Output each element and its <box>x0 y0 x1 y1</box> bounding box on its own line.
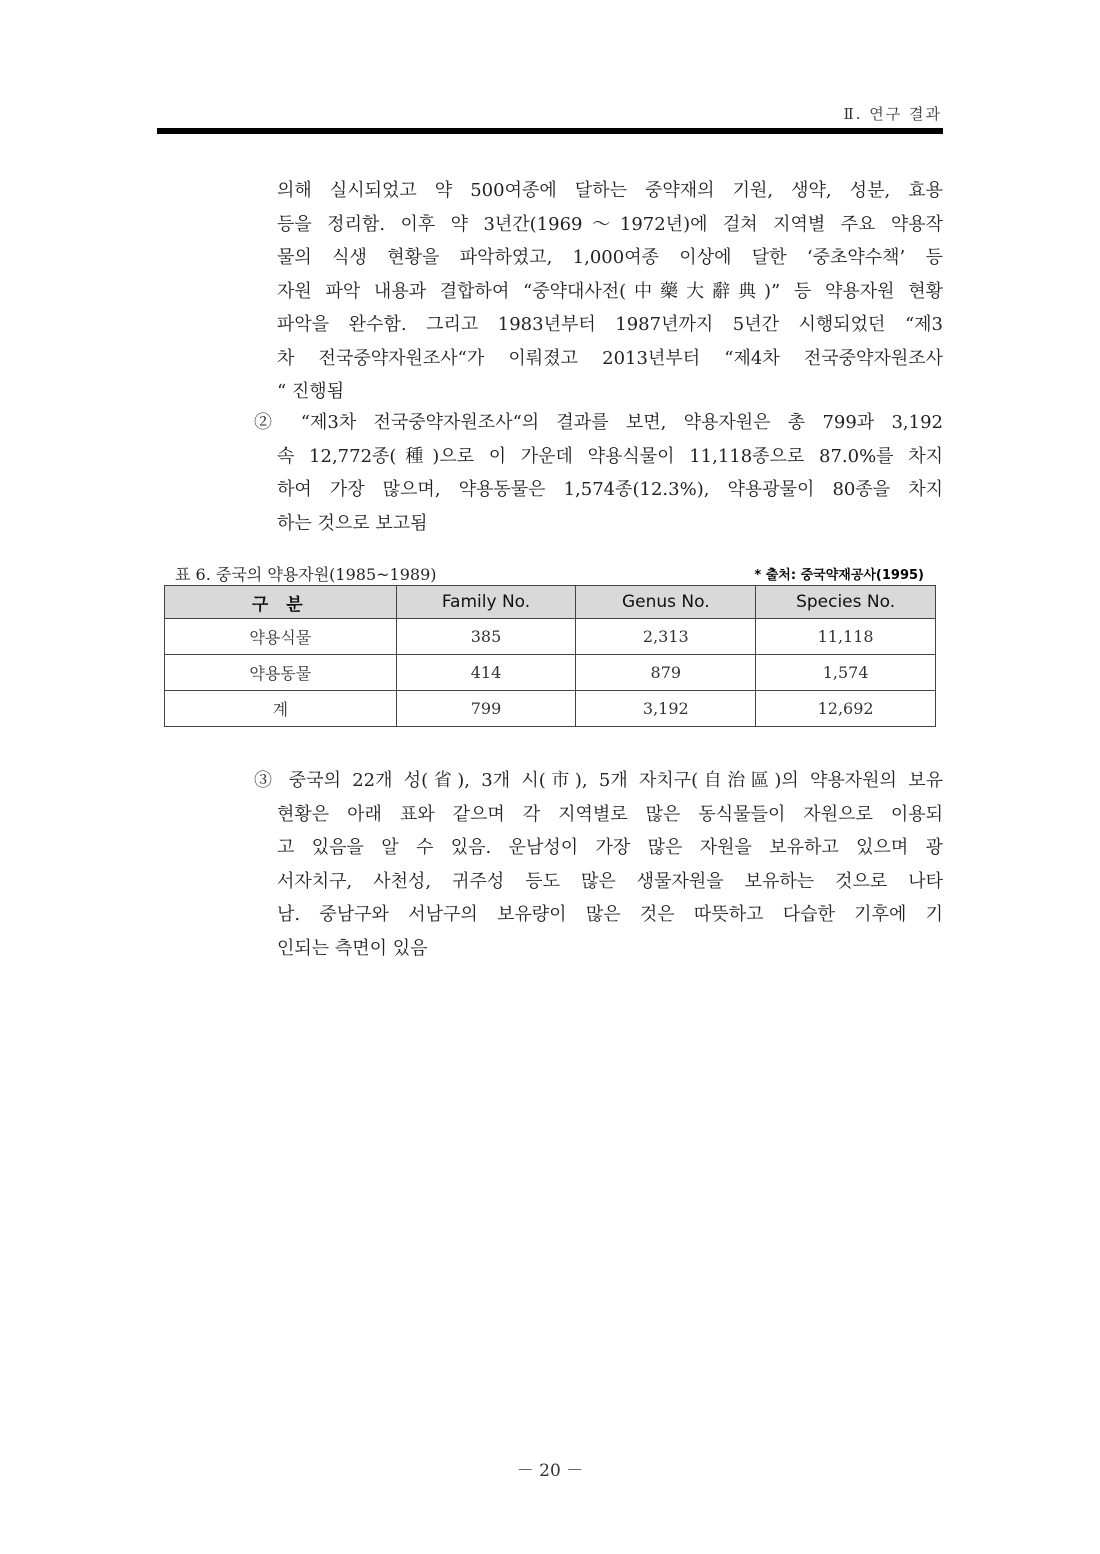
text-line: 현황은 아래 표와 같으며 각 지역별로 많은 동식물들이 자원으로 이용되 <box>277 803 943 825</box>
text-line: 의해 실시되었고 약 500여종에 달하는 중약재의 기원, 생약, 성분, 효용 <box>277 180 943 201</box>
table-cell: 879 <box>576 655 756 691</box>
table-row <box>165 655 936 691</box>
table-caption: 표 6. 중국의 약용자원(1985~1989) <box>175 565 437 584</box>
table-source: * 출처: 중국약재공사(1995) <box>754 568 924 583</box>
table-cell: 약용동물 <box>165 655 397 691</box>
table-header-row <box>165 586 936 619</box>
table-row <box>165 619 936 655</box>
column-header: 구 분 <box>165 586 397 619</box>
table-cell: 1,574 <box>756 655 936 691</box>
text-line: 하여 가장 많으며, 약용동물은 1,574종(12.3%), 약용광물이 80종을 차지 <box>277 479 943 500</box>
header-rule <box>157 128 943 134</box>
table-cell: 11,118 <box>756 619 936 655</box>
table-cell: 385 <box>396 619 576 655</box>
table-cell: 799 <box>396 691 576 727</box>
table-cell: 414 <box>396 655 576 691</box>
text-line: 차 전국중약자원조사“가 이뤄졌고 2013년부터 “제4차 전국중약자원조사 <box>277 347 943 369</box>
text-line: 자원 파악 내용과 결합하여 “중약대사전(中藥大辭典)” 등 약용자원 현황 <box>277 280 943 302</box>
column-header: Genus No. <box>576 586 756 619</box>
running-header: Ⅱ. 연구 결과 <box>843 105 942 123</box>
text-line: 하는 것으로 보고됨 <box>277 512 428 534</box>
text-line: 인되는 측면이 있음 <box>277 937 428 959</box>
list-item-2 <box>254 406 943 540</box>
page-number: － 20 － <box>516 1461 584 1481</box>
text-line: “ 진행됨 <box>277 381 345 402</box>
table-cell: 2,313 <box>576 619 756 655</box>
text-line: 물의 식생 현황을 파악하였고, 1,000여종 이상에 달한 ‘중초약수책’ 등 <box>277 247 943 268</box>
table-cell: 3,192 <box>576 691 756 727</box>
text-line: 고 있음을 알 수 있음. 운남성이 가장 많은 자원을 보유하고 있으며 광 <box>277 837 943 858</box>
list-item-3 <box>254 764 943 965</box>
intro-paragraph <box>277 174 943 409</box>
table-cell: 약용식물 <box>165 619 397 655</box>
table-row <box>165 691 936 727</box>
column-header: Family No. <box>396 586 576 619</box>
text-line: 남. 중남구와 서남구의 보유량이 많은 것은 따뜻하고 다습한 기후에 기 <box>277 904 943 925</box>
medicinal-resources-table <box>164 585 936 727</box>
text-line: 등을 정리함. 이후 약 3년간(1969～1972년)에 걸쳐 지역별 주요 약용작 <box>277 213 943 235</box>
table-cell: 계 <box>165 691 397 727</box>
column-header: Species No. <box>756 586 936 619</box>
table-cell: 12,692 <box>756 691 936 727</box>
text-line: 파악을 완수함. 그리고 1983년부터 1987년까지 5년간 시행되었던 “제3 <box>277 314 943 335</box>
text-line: ③ 중국의 22개 성(省), 3개 시(市), 5개 자치구(自治區)의 약용자원의 보유 <box>254 770 943 791</box>
text-line: ② “제3차 전국중약자원조사“의 결과를 보면, 약용자원은 총 799과 3,192 <box>254 412 943 433</box>
text-line: 속 12,772종(種)으로 이 가운데 약용식물이 11,118종으로 87.0%를 차지 <box>277 445 943 467</box>
text-line: 서자치구, 사천성, 귀주성 등도 많은 생물자원을 보유하는 것으로 나타 <box>277 870 943 892</box>
